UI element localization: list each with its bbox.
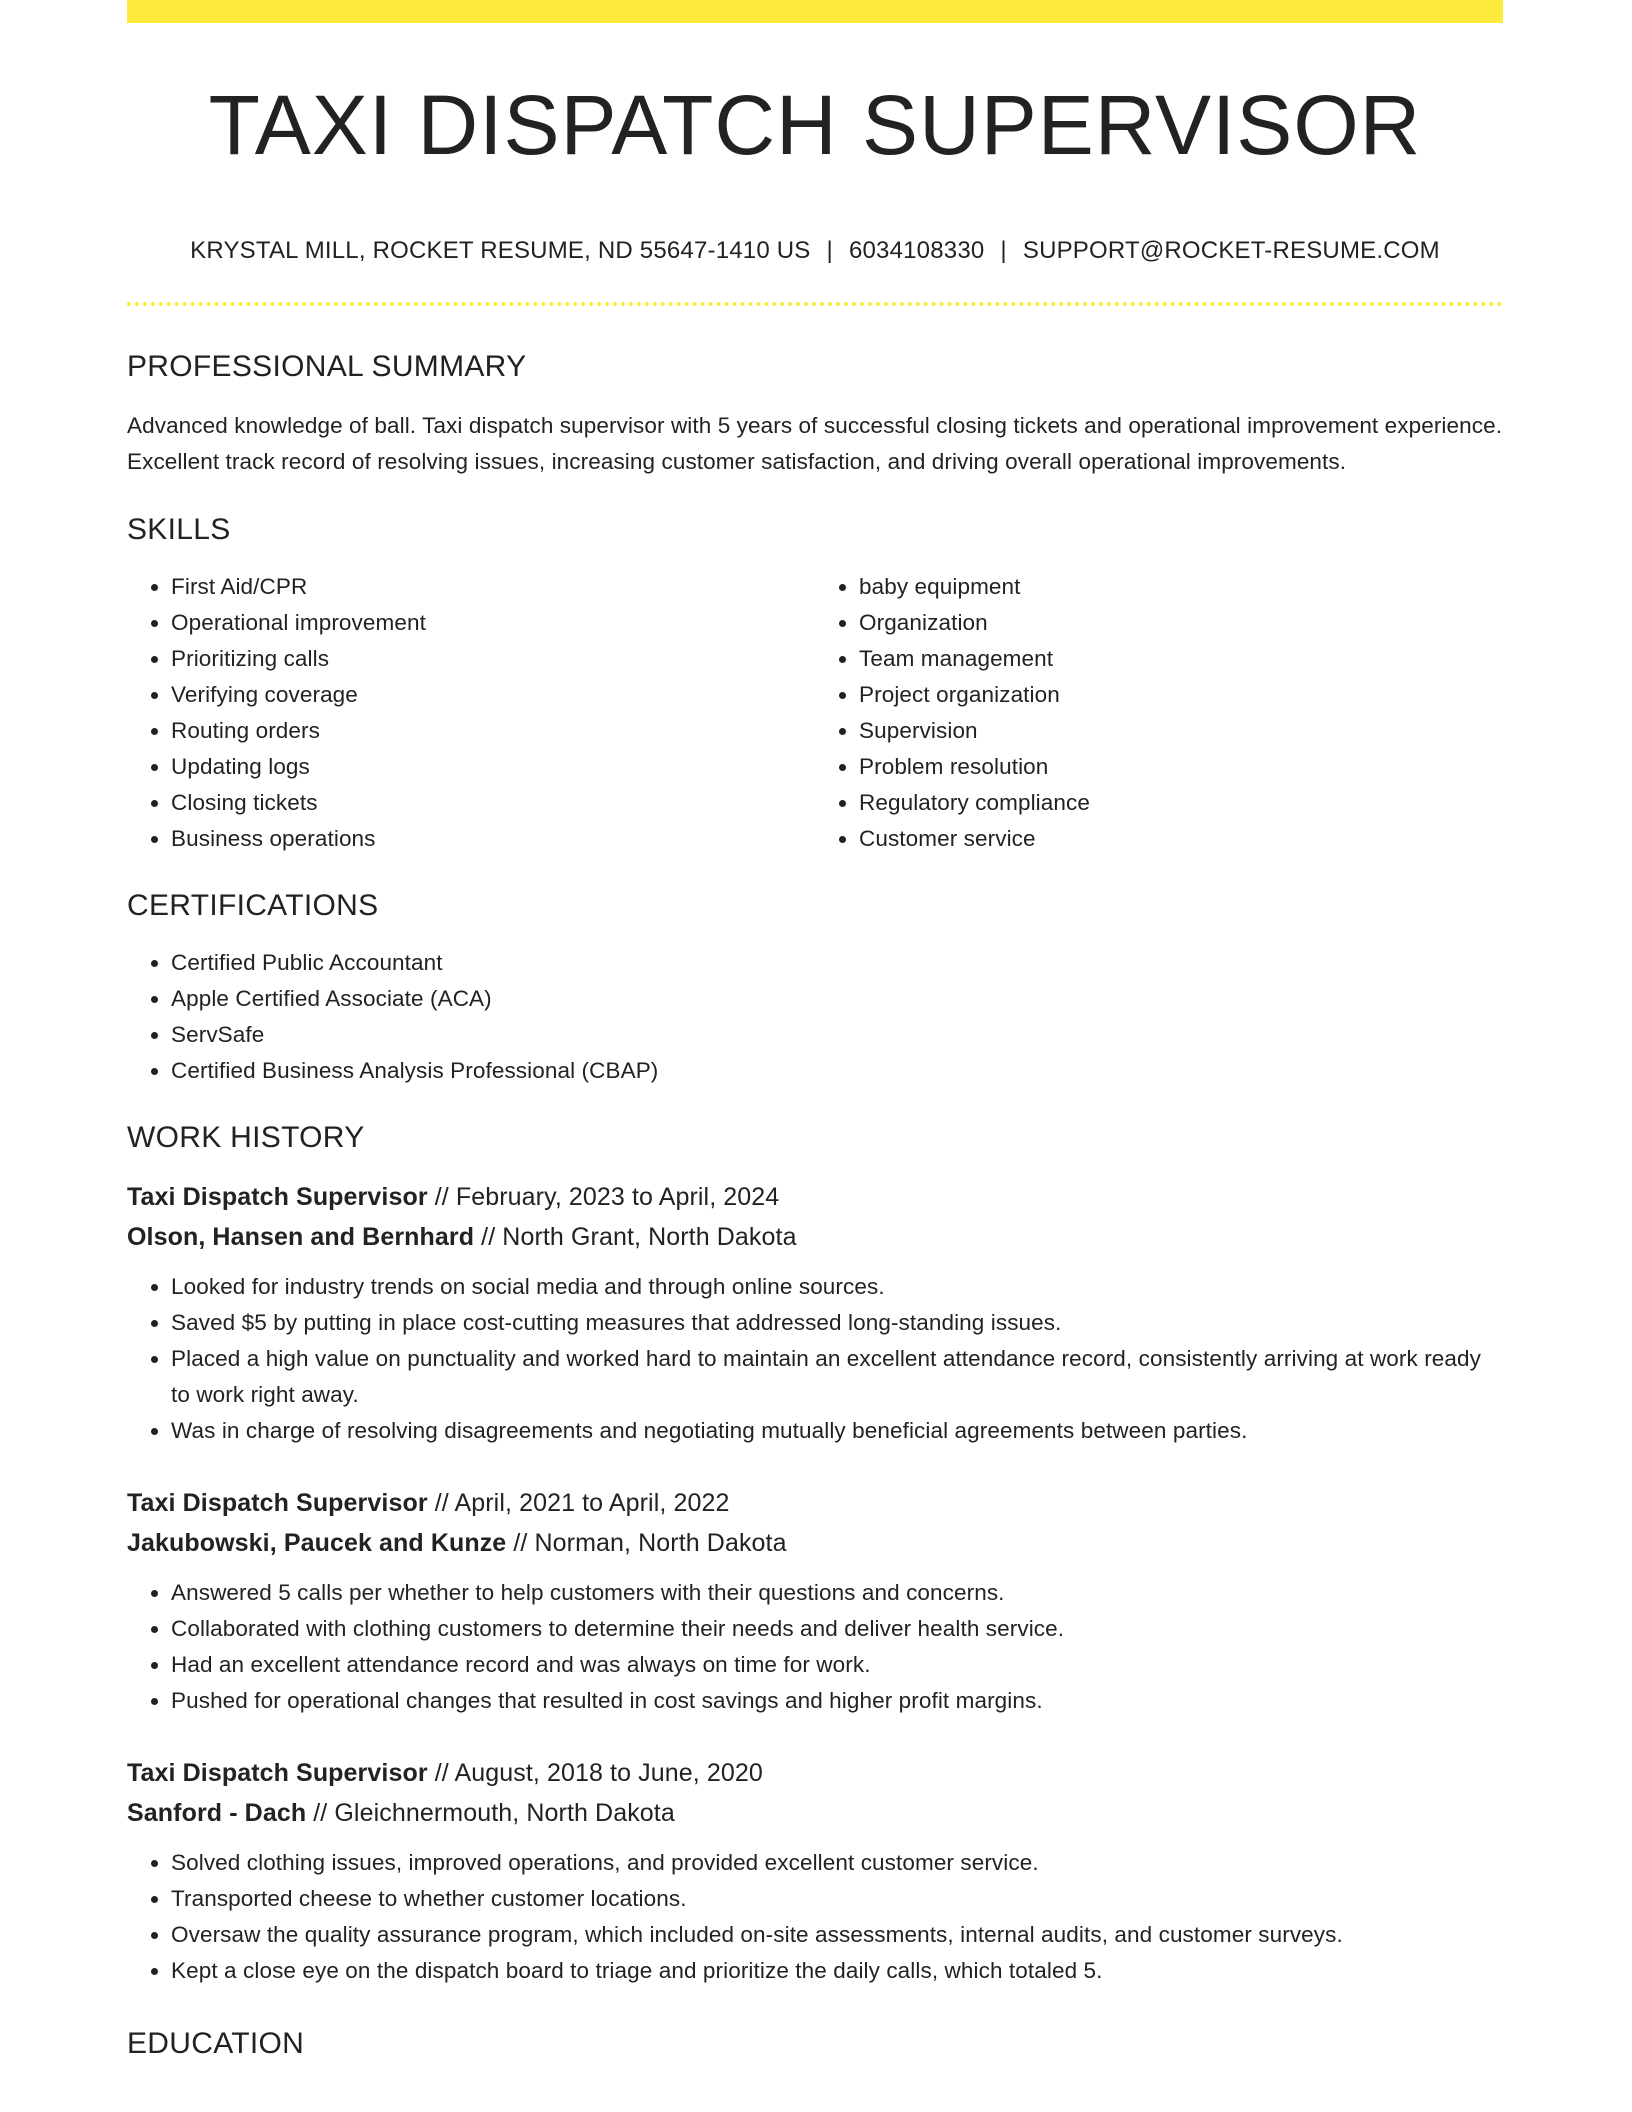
resume-name: TAXI DISPATCH SUPERVISOR (208, 78, 1422, 172)
contact-phone: 6034108330 (848, 237, 985, 264)
job-entry (127, 1177, 1503, 1449)
job-role-line (127, 1753, 1503, 1793)
skills-list (127, 569, 1503, 857)
job-bullet: • Kept a close eye on the dispatch board to triage and prioritize the daily calls, which totaled 5. (171, 1953, 1503, 1989)
skill-item: • Updating logs (171, 749, 815, 785)
job-dates: // August, 2018 to June, 2020 (427, 1759, 763, 1787)
job-location: // Gleichnermouth, North Dakota (306, 1799, 675, 1827)
education-title: EDUCATION (127, 2027, 305, 2060)
job-entry (127, 1483, 1503, 1719)
job-bullet: • Placed a high value on punctuality and worked hard to maintain an excellent attendance record, consistently arriving at work ready to work right away. (171, 1341, 1503, 1413)
skill-item: • Organization (859, 605, 1503, 641)
skill-item: • Customer service (859, 821, 1503, 857)
skill-item: • Supervision (859, 713, 1503, 749)
job-bullets (127, 1845, 1503, 1989)
skill-item: • Verifying coverage (171, 677, 815, 713)
job-dates: // February, 2023 to April, 2024 (427, 1183, 780, 1211)
job-bullet: • Looked for industry trends on social media and through online sources. (171, 1269, 1503, 1305)
job-role: Taxi Dispatch Supervisor (127, 1489, 428, 1517)
skill-item: • Team management (859, 641, 1503, 677)
job-bullet: • Solved clothing issues, improved operations, and provided excellent customer service. (171, 1845, 1503, 1881)
job-bullet: • Saved $5 by putting in place cost-cutting measures that addressed long-standing issues. (171, 1305, 1503, 1341)
job-bullet: • Oversaw the quality assurance program, which included on-site assessments, internal audits, and customer surveys. (171, 1917, 1503, 1953)
job-bullets (127, 1269, 1503, 1449)
skill-item: • Problem resolution (859, 749, 1503, 785)
job-location: // North Grant, North Dakota (474, 1223, 797, 1251)
resume-page (127, 0, 1503, 2061)
contact-separator: | (1000, 237, 1007, 264)
skill-item: • Prioritizing calls (171, 641, 815, 677)
skill-item: • Project organization (859, 677, 1503, 713)
job-bullet: • Had an excellent attendance record and was always on time for work. (171, 1647, 1503, 1683)
skill-item: • Business operations (171, 821, 815, 857)
job-bullets (127, 1575, 1503, 1719)
certifications-title: CERTIFICATIONS (127, 889, 379, 922)
skill-item: • First Aid/CPR (171, 569, 815, 605)
certification-item: • ServSafe (171, 1017, 1503, 1053)
skill-item: • Routing orders (171, 713, 815, 749)
job-company-line (127, 1523, 1503, 1563)
job-bullet: • Was in charge of resolving disagreements and negotiating mutually beneficial agreements between parties. (171, 1413, 1503, 1449)
job-company: Olson, Hansen and Bernhard (127, 1223, 475, 1251)
job-dates: // April, 2021 to April, 2022 (427, 1489, 730, 1517)
job-company-line (127, 1217, 1503, 1257)
contact-separator: | (826, 237, 833, 264)
job-bullet: • Pushed for operational changes that resulted in cost savings and higher profit margins. (171, 1683, 1503, 1719)
certification-item: • Certified Business Analysis Professional (CBAP) (171, 1053, 1503, 1089)
skill-item: • baby equipment (859, 569, 1503, 605)
skills-title: SKILLS (127, 513, 231, 546)
job-company: Jakubowski, Paucek and Kunze (127, 1529, 507, 1557)
job-bullet: • Transported cheese to whether customer locations. (171, 1881, 1503, 1917)
certifications-list (127, 945, 1503, 1089)
skills-column-left (127, 569, 815, 857)
job-entry (127, 1753, 1503, 1989)
job-company: Sanford - Dach (127, 1799, 307, 1827)
job-bullet: • Collaborated with clothing customers to determine their needs and deliver health service. (171, 1611, 1503, 1647)
skill-item: • Closing tickets (171, 785, 815, 821)
job-company-line (127, 1793, 1503, 1833)
job-bullet: • Answered 5 calls per whether to help customers with their questions and concerns. (171, 1575, 1503, 1611)
job-location: // Norman, North Dakota (506, 1529, 787, 1557)
job-role-line (127, 1177, 1503, 1217)
contact-address: KRYSTAL MILL, ROCKET RESUME, ND 55647-1410 US (190, 237, 811, 264)
job-role: Taxi Dispatch Supervisor (127, 1183, 428, 1211)
dotted-divider (127, 302, 1503, 306)
summary-title: PROFESSIONAL SUMMARY (127, 350, 527, 383)
certification-item: • Certified Public Accountant (171, 945, 1503, 981)
summary-text: Advanced knowledge of ball. Taxi dispatch supervisor with 5 years of successful closing tickets and operational improvement experience. Excellent track record of resolving issues, increasing customer satisfaction, and driving overall operational improvements. (127, 413, 1503, 474)
job-role-line (127, 1483, 1503, 1523)
work-history-title: WORK HISTORY (127, 1121, 365, 1154)
skill-item: • Regulatory compliance (859, 785, 1503, 821)
contact-line (127, 237, 1503, 265)
job-role: Taxi Dispatch Supervisor (127, 1759, 428, 1787)
skill-item: • Operational improvement (171, 605, 815, 641)
contact-email: SUPPORT@ROCKET-RESUME.COM (1022, 237, 1440, 264)
accent-top-bar (127, 0, 1503, 23)
skills-column-right (815, 569, 1503, 857)
certification-item: • Apple Certified Associate (ACA) (171, 981, 1503, 1017)
